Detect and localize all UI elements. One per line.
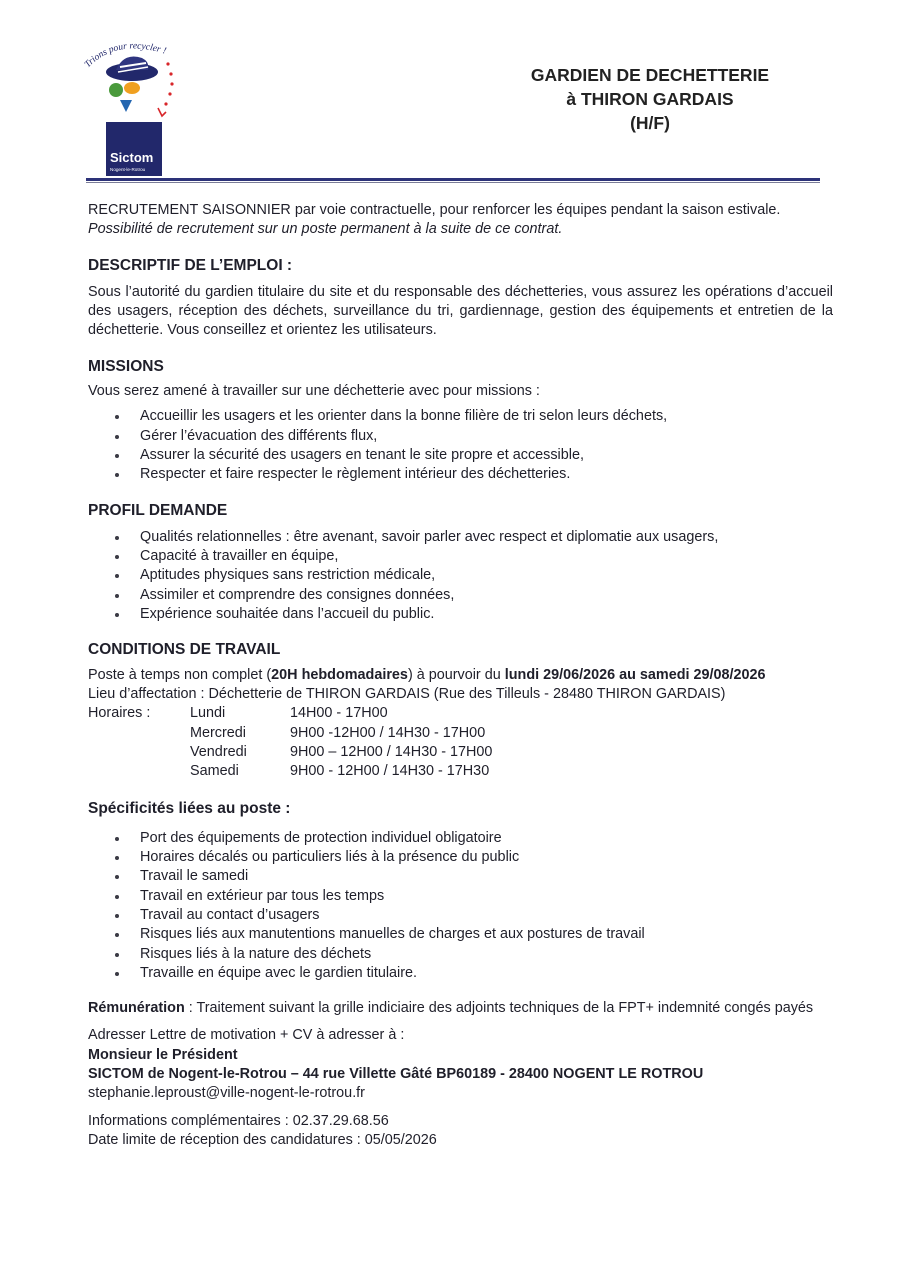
list-item: Respecter et faire respecter le règlement intérieur des déchetteries.: [88, 465, 833, 484]
list-item: Travail au contact d’usagers: [88, 906, 833, 925]
specificites-list: [88, 829, 833, 983]
job-title-line-1: GARDIEN DE DECHETTERIE: [530, 65, 770, 85]
profil-heading: PROFIL DEMANDE: [88, 501, 228, 519]
remuneration-label: Rémunération: [88, 1000, 185, 1017]
job-offer-content: [88, 201, 833, 1150]
table-row: [88, 704, 492, 723]
list-item: Capacité à travailler en équipe,: [88, 547, 833, 566]
intro-italic: Possibilité de recrutement sur un poste permanent à la suite de ce contrat.: [88, 221, 563, 238]
list-item: Risques liés à la nature des déchets: [88, 945, 833, 964]
logo-blue-shape: [120, 100, 132, 112]
missions-heading: MISSIONS: [88, 357, 164, 375]
job-title: [470, 63, 830, 135]
missions-intro: Vous serez amené à travailler sur une déchetterie avec pour missions :: [88, 383, 540, 400]
job-title-line-2: à THIRON GARDAIS: [566, 89, 734, 109]
remuneration-text: : Traitement suivant la grille indiciaire des adjoints techniques de la FPT+ indemnité congés payés: [184, 1000, 814, 1017]
candidature-recipient: Monsieur le Président: [88, 1046, 238, 1063]
job-title-line-3: (H/F): [630, 113, 670, 133]
list-item: Travaille en équipe avec le gardien titulaire.: [88, 964, 833, 983]
schedule-hours: 9H00 -12H00 / 14H30 - 17H00: [290, 724, 486, 741]
header-divider: [86, 178, 820, 181]
logo-red-mark: [158, 108, 166, 116]
table-row: [88, 724, 492, 743]
schedule-day: Mercredi: [190, 724, 246, 741]
horaires-table: [88, 704, 492, 781]
intro-text: RECRUTEMENT SAISONNIER par voie contractuelle, pour renforcer les équipes pendant la saison estivale.: [88, 202, 781, 218]
logo-dots: [164, 62, 173, 105]
header-divider-thin: [86, 182, 820, 183]
logo-brand-text: Sictom: [110, 150, 154, 165]
list-item: Assurer la sécurité des usagers en tenant le site propre et accessible,: [88, 446, 833, 465]
table-row: [88, 762, 492, 781]
sictom-logo: [80, 36, 186, 176]
list-item: Accueillir les usagers et les orienter dans la bonne filière de tri selon leurs déchets,: [88, 407, 833, 426]
candidature-intro: Adresser Lettre de motivation + CV à adresser à :: [88, 1027, 405, 1044]
logo-green-shape: [109, 83, 123, 97]
poste-dates: lundi 29/06/2026 au samedi 29/08/2026: [504, 666, 766, 683]
list-item: Qualités relationnelles : être avenant, savoir parler avec respect et diplomatie aux usagers,: [88, 528, 833, 547]
poste-middle: ) à pourvoir du: [407, 666, 505, 683]
schedule-hours: 9H00 - 12H00 / 14H30 - 17H30: [290, 763, 490, 780]
missions-list: [88, 407, 833, 484]
schedule-hours: 9H00 – 12H00 / 14H30 - 17H00: [290, 743, 493, 760]
list-item: Port des équipements de protection individuel obligatoire: [88, 829, 833, 848]
descriptif-text: Sous l’autorité du gardien titulaire du site et du responsable des déchetteries, vous assurez les opérations d’accueil des usagers, réception des déchets, surveillance du tri, gardiennage, gestion des équipements et entretien de la déchetterie. Vous conseillez et orientez les utilisateurs.: [88, 283, 833, 339]
descriptif-heading: DESCRIPTIF DE L’EMPLOI :: [88, 256, 293, 274]
logo-sub-text: Nogent-le-Rotrou: [110, 167, 146, 172]
schedule-day: Lundi: [190, 705, 226, 722]
candidature-email: stephanie.leproust@ville-nogent-le-rotrou.fr: [88, 1085, 365, 1102]
list-item: Travail le samedi: [88, 867, 833, 886]
schedule-day: Vendredi: [190, 743, 247, 760]
list-item: Aptitudes physiques sans restriction médicale,: [88, 566, 833, 585]
deadline-line: Date limite de réception des candidatures : 05/05/2026: [88, 1131, 437, 1148]
logo-orange-shape: [124, 82, 140, 94]
schedule-day: Samedi: [190, 763, 239, 780]
list-item: Travail en extérieur par tous les temps: [88, 887, 833, 906]
schedule-hours: 14H00 - 17H00: [290, 705, 388, 722]
hat-icon: [106, 57, 158, 82]
list-item: Assimiler et comprendre des consignes données,: [88, 586, 833, 605]
list-item: Gérer l’évacuation des différents flux,: [88, 427, 833, 446]
list-item: Horaires décalés ou particuliers liés à la présence du public: [88, 848, 833, 867]
list-item: Expérience souhaitée dans l’accueil du public.: [88, 605, 833, 624]
poste-prefix: Poste à temps non complet (: [88, 666, 272, 683]
table-row: [88, 743, 492, 762]
profil-list: [88, 528, 833, 624]
intro-paragraph: [88, 201, 833, 240]
list-item: Risques liés aux manutentions manuelles de charges et aux postures de travail: [88, 925, 833, 944]
info-line: Informations complémentaires : 02.37.29.68.56: [88, 1112, 389, 1129]
candidature-address: SICTOM de Nogent-le-Rotrou – 44 rue Villette Gâté BP60189 - 28400 NOGENT LE ROTROU: [88, 1065, 704, 1082]
conditions-poste: [88, 666, 833, 685]
conditions-heading: CONDITIONS DE TRAVAIL: [88, 641, 281, 659]
horaires-label: Horaires :: [88, 705, 151, 722]
specificites-heading: Spécificités liées au poste :: [88, 800, 291, 818]
poste-hours: 20H hebdomadaires: [271, 666, 408, 683]
conditions-lieu: Lieu d’affectation : Déchetterie de THIRON GARDAIS (Rue des Tilleuls - 28480 THIRON GARDAIS): [88, 685, 726, 702]
logo-arc-text: Trions pour recycler !: [83, 41, 168, 71]
remuneration-paragraph: [88, 999, 833, 1018]
